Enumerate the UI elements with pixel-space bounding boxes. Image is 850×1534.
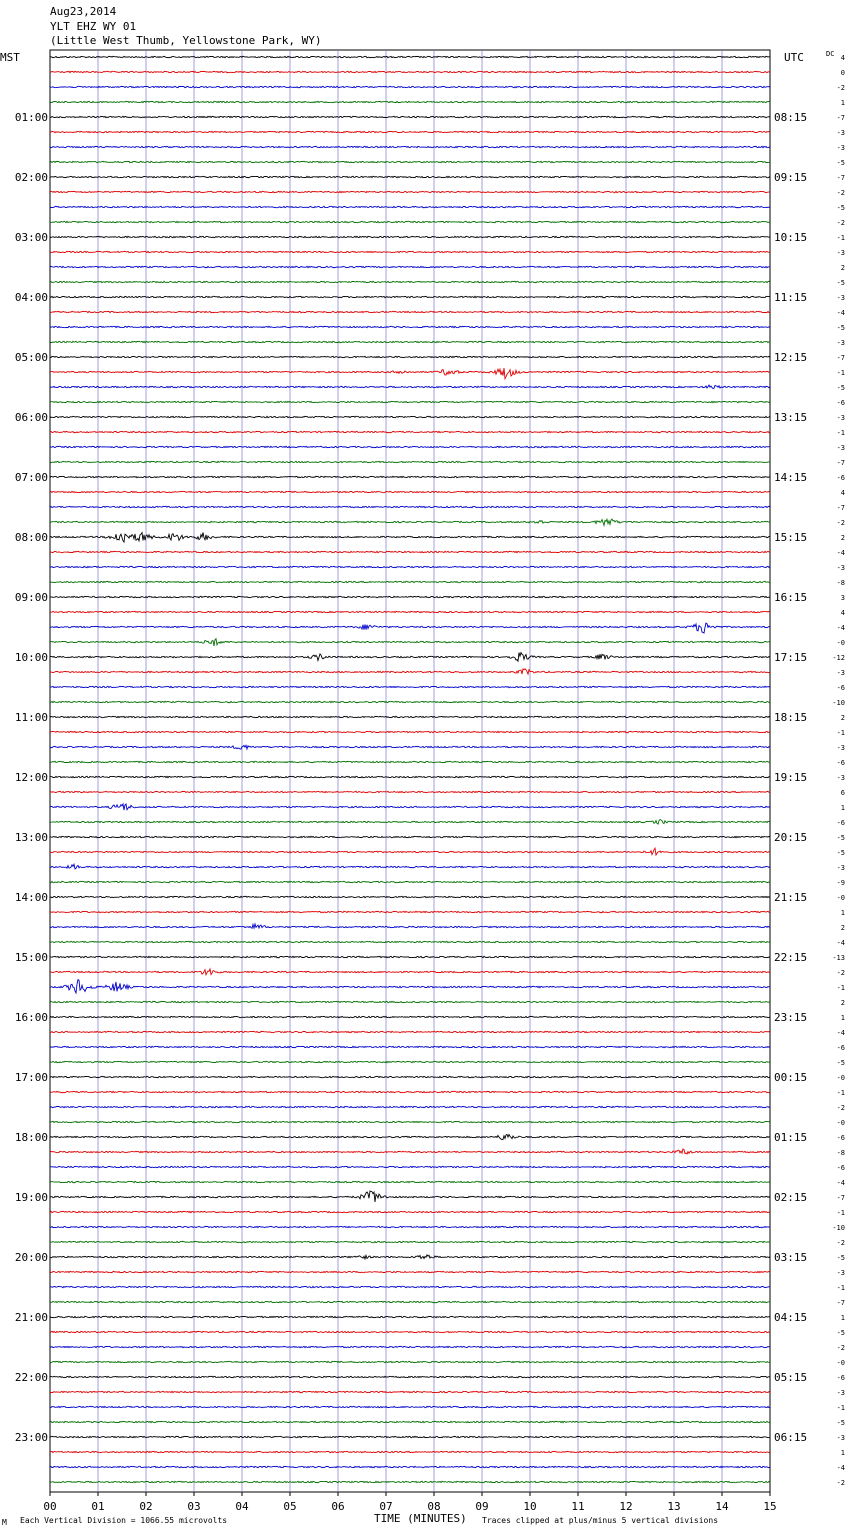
dc-offset-label: -4 <box>836 1464 845 1472</box>
trace-line <box>50 1016 770 1017</box>
trace-line <box>50 131 770 132</box>
dc-offset-label: -3 <box>836 564 845 572</box>
trace-line <box>50 146 770 147</box>
dc-offset-label: -3 <box>836 744 845 752</box>
dc-offset-label: -2 <box>836 1344 845 1352</box>
dc-offset-label: -3 <box>836 444 845 452</box>
left-hour-label: 04:00 <box>14 291 48 304</box>
trace-line <box>50 1451 770 1452</box>
trace-line <box>50 385 770 388</box>
left-hour-label: 06:00 <box>14 411 48 424</box>
trace-line <box>50 1091 770 1092</box>
right-hour-label: 22:15 <box>774 951 808 964</box>
trace-line <box>50 1406 770 1407</box>
dc-offset-label: -4 <box>836 1029 845 1037</box>
dc-offset-label: -5 <box>836 849 845 857</box>
right-hour-label: 13:15 <box>774 411 808 424</box>
dc-offset-label: -0 <box>836 1359 845 1367</box>
dc-offset-label: -8 <box>836 579 845 587</box>
trace-line <box>50 716 770 717</box>
trace-line <box>50 980 770 993</box>
right-hour-label: 10:15 <box>774 231 808 244</box>
dc-offset-label: -6 <box>836 1044 845 1052</box>
trace-line <box>50 281 770 282</box>
dc-header: DC <box>826 50 835 58</box>
trace-line <box>50 251 770 252</box>
trace-line <box>50 341 770 342</box>
dc-offset-label: -2 <box>836 1239 845 1247</box>
trace-line <box>50 1376 770 1377</box>
dc-offset-label: -1 <box>836 1404 845 1412</box>
dc-offset-label: 1 <box>840 1014 845 1022</box>
dc-offset-label: -7 <box>836 504 845 512</box>
dc-offset-label: 2 <box>840 534 845 542</box>
right-hour-label: 02:15 <box>774 1191 808 1204</box>
right-hour-label: 04:15 <box>774 1311 808 1324</box>
trace-line <box>50 491 770 492</box>
trace-line <box>50 1226 770 1227</box>
dc-offset-label: -5 <box>836 159 845 167</box>
dc-offset-label: -3 <box>836 129 845 137</box>
left-hour-label: 13:00 <box>14 831 48 844</box>
dc-offset-label: -7 <box>836 114 845 122</box>
dc-offset-label: -1 <box>836 1089 845 1097</box>
trace-line <box>50 941 770 942</box>
trace-line <box>50 969 770 975</box>
plot-frame <box>50 50 770 1492</box>
trace-line <box>50 1255 770 1259</box>
clip-note: Traces clipped at plus/minus 5 vertical divisions <box>482 1516 719 1525</box>
dc-offset-label: -1 <box>836 1284 845 1292</box>
trace-line <box>50 804 770 810</box>
right-hour-label: 11:15 <box>774 291 808 304</box>
x-tick-label: 02 <box>139 1500 153 1513</box>
trace-line <box>50 1046 770 1047</box>
right-hour-label: 16:15 <box>774 591 808 604</box>
left-hour-label: 02:00 <box>14 171 48 184</box>
left-hour-label: 15:00 <box>14 951 48 964</box>
trace-line <box>50 533 770 543</box>
left-hour-label: 07:00 <box>14 471 48 484</box>
dc-offset-label: -5 <box>836 1254 845 1262</box>
trace-line <box>50 653 770 662</box>
trace-line <box>50 461 770 462</box>
left-hour-label: 09:00 <box>14 591 48 604</box>
trace-line <box>50 236 770 237</box>
trace-line <box>50 368 770 379</box>
trace-line <box>50 1466 770 1467</box>
trace-line <box>50 1286 770 1287</box>
dc-offset-label: 1 <box>840 99 845 107</box>
trace-line <box>50 924 770 928</box>
dc-offset-label: 1 <box>840 909 845 917</box>
x-tick-label: 04 <box>235 1500 249 1513</box>
dc-offset-label: -6 <box>836 1164 845 1172</box>
dc-offset-label: -6 <box>836 1374 845 1382</box>
right-hour-label: 19:15 <box>774 771 808 784</box>
dc-offset-label: -7 <box>836 174 845 182</box>
trace-line <box>50 446 770 447</box>
right-hour-label: 18:15 <box>774 711 808 724</box>
left-hour-label: 03:00 <box>14 231 48 244</box>
trace-line <box>50 476 770 477</box>
trace-line <box>50 1481 770 1482</box>
trace-line <box>50 896 770 897</box>
dc-offset-label: -3 <box>836 1434 845 1442</box>
trace-line <box>50 1346 770 1347</box>
dc-offset-label: 4 <box>840 54 845 62</box>
trace-line <box>50 611 770 612</box>
dc-offset-label: -4 <box>836 309 845 317</box>
right-hour-label: 12:15 <box>774 351 808 364</box>
trace-line <box>50 745 770 749</box>
left-hour-label: 11:00 <box>14 711 48 724</box>
dc-offset-label: -0 <box>836 639 845 647</box>
left-hour-label: 08:00 <box>14 531 48 544</box>
trace-line <box>50 1135 770 1140</box>
dc-offset-label: -3 <box>836 1389 845 1397</box>
dc-offset-labels <box>832 54 845 1487</box>
dc-offset-label: -3 <box>836 774 845 782</box>
left-hour-label: 18:00 <box>14 1131 48 1144</box>
dc-offset-label: -5 <box>836 384 845 392</box>
x-tick-label: 12 <box>619 1500 633 1513</box>
right-hour-label: 09:15 <box>774 171 808 184</box>
dc-offset-label: -6 <box>836 1134 845 1142</box>
dc-offset-label: -5 <box>836 279 845 287</box>
trace-line <box>50 864 770 869</box>
dc-offset-label: 1 <box>840 804 845 812</box>
right-hour-label: 03:15 <box>774 1251 808 1264</box>
dc-offset-label: -8 <box>836 1149 845 1157</box>
right-hour-label: 06:15 <box>774 1431 808 1444</box>
trace-line <box>50 761 770 762</box>
left-hour-label: 22:00 <box>14 1371 48 1384</box>
trace-line <box>50 881 770 882</box>
trace-line <box>50 731 770 732</box>
trace-line <box>50 623 770 633</box>
left-hour-label: 16:00 <box>14 1011 48 1024</box>
dc-offset-label: -5 <box>836 204 845 212</box>
trace-line <box>50 551 770 552</box>
x-tick-label: 14 <box>715 1500 729 1513</box>
trace-line <box>50 1106 770 1107</box>
left-hour-label: 21:00 <box>14 1311 48 1324</box>
dc-offset-label: -2 <box>836 1104 845 1112</box>
corner-mark: M <box>2 1518 7 1527</box>
trace-line <box>50 639 770 646</box>
right-hour-label: 01:15 <box>774 1131 808 1144</box>
dc-offset-label: 2 <box>840 924 845 932</box>
left-hour-label: 05:00 <box>14 351 48 364</box>
trace-line <box>50 566 770 567</box>
trace-line <box>50 71 770 72</box>
left-timezone-label: MST <box>0 51 20 64</box>
dc-offset-label: -10 <box>832 1224 845 1232</box>
trace-line <box>50 506 770 507</box>
x-tick-label: 11 <box>571 1500 585 1513</box>
trace-line <box>50 686 770 687</box>
x-tick-label: 10 <box>523 1500 537 1513</box>
station-location: (Little West Thumb, Yellowstone Park, WY) <box>50 34 322 47</box>
dc-offset-label: 1 <box>840 1449 845 1457</box>
trace-line <box>50 1121 770 1122</box>
dc-offset-label: -0 <box>836 1074 845 1082</box>
trace-line <box>50 1061 770 1062</box>
right-hour-label: 23:15 <box>774 1011 808 1024</box>
dc-offset-label: -3 <box>836 144 845 152</box>
dc-offset-label: -6 <box>836 474 845 482</box>
trace-line <box>50 1031 770 1032</box>
dc-offset-label: -1 <box>836 984 845 992</box>
right-timezone-label: UTC <box>784 51 804 64</box>
trace-line <box>50 701 770 702</box>
trace-line <box>50 1316 770 1317</box>
dc-offset-label: 3 <box>840 594 845 602</box>
dc-offset-label: 0 <box>840 69 845 77</box>
dc-offset-label: -3 <box>836 1269 845 1277</box>
left-hour-label: 19:00 <box>14 1191 48 1204</box>
left-hour-label: 01:00 <box>14 111 48 124</box>
trace-line <box>50 1181 770 1182</box>
dc-offset-label: -3 <box>836 414 845 422</box>
trace-line <box>50 266 770 267</box>
trace-line <box>50 176 770 177</box>
trace-line <box>50 848 770 855</box>
trace-line <box>50 326 770 327</box>
trace-group <box>50 56 770 1482</box>
dc-offset-label: -2 <box>836 219 845 227</box>
dc-offset-label: 2 <box>840 714 845 722</box>
dc-offset-label: 2 <box>840 999 845 1007</box>
right-hour-label: 21:15 <box>774 891 808 904</box>
x-tick-label: 08 <box>427 1500 441 1513</box>
dc-offset-label: -4 <box>836 549 845 557</box>
dc-offset-label: -7 <box>836 1299 845 1307</box>
dc-offset-label: -1 <box>836 369 845 377</box>
x-tick-labels <box>43 1492 776 1513</box>
dc-offset-label: -2 <box>836 84 845 92</box>
x-tick-label: 09 <box>475 1500 489 1513</box>
minute-gridlines <box>50 50 770 1492</box>
dc-offset-label: -2 <box>836 189 845 197</box>
left-hour-label: 20:00 <box>14 1251 48 1264</box>
dc-offset-label: -1 <box>836 234 845 242</box>
dc-offset-label: -9 <box>836 879 845 887</box>
dc-offset-label: -1 <box>836 1209 845 1217</box>
dc-offset-label: -5 <box>836 1059 845 1067</box>
trace-line <box>50 311 770 312</box>
trace-line <box>50 519 770 525</box>
dc-offset-label: -3 <box>836 669 845 677</box>
dc-offset-label: -5 <box>836 1419 845 1427</box>
station-code: YLT EHZ WY 01 <box>50 20 137 33</box>
x-tick-label: 05 <box>283 1500 297 1513</box>
trace-line <box>50 86 770 87</box>
dc-offset-label: -3 <box>836 249 845 257</box>
trace-line <box>50 1241 770 1242</box>
x-tick-label: 15 <box>763 1500 777 1513</box>
trace-line <box>50 1301 770 1302</box>
right-hour-label: 17:15 <box>774 651 808 664</box>
x-tick-label: 01 <box>91 1500 105 1513</box>
trace-line <box>50 776 770 777</box>
trace-line <box>50 581 770 582</box>
dc-offset-label: -2 <box>836 1479 845 1487</box>
dc-offset-label: -6 <box>836 399 845 407</box>
trace-line <box>50 1391 770 1392</box>
left-hour-label: 14:00 <box>14 891 48 904</box>
trace-line <box>50 1421 770 1422</box>
trace-line <box>50 191 770 192</box>
dc-offset-label: -1 <box>836 729 845 737</box>
trace-line <box>50 1076 770 1077</box>
x-axis-label: TIME (MINUTES) <box>374 1512 467 1525</box>
trace-line <box>50 356 770 357</box>
trace-line <box>50 1361 770 1362</box>
x-tick-label: 06 <box>331 1500 345 1513</box>
dc-offset-label: -6 <box>836 684 845 692</box>
x-tick-label: 13 <box>667 1500 681 1513</box>
trace-line <box>50 206 770 207</box>
left-hour-label: 17:00 <box>14 1071 48 1084</box>
trace-line <box>50 116 770 117</box>
trace-line <box>50 836 770 837</box>
dc-offset-label: -0 <box>836 1119 845 1127</box>
dc-offset-label: -3 <box>836 294 845 302</box>
dc-offset-label: -5 <box>836 324 845 332</box>
trace-line <box>50 161 770 162</box>
dc-offset-label: -4 <box>836 624 845 632</box>
trace-line <box>50 669 770 674</box>
trace-line <box>50 1436 770 1437</box>
dc-offset-label: -7 <box>836 1194 845 1202</box>
trace-line <box>50 431 770 432</box>
trace-line <box>50 1149 770 1154</box>
x-tick-label: 00 <box>43 1500 57 1513</box>
trace-line <box>50 956 770 957</box>
trace-line <box>50 820 770 825</box>
dc-offset-label: -1 <box>836 429 845 437</box>
right-hour-label: 00:15 <box>774 1071 808 1084</box>
dc-offset-label: -5 <box>836 834 845 842</box>
scale-note: Each Vertical Division = 1066.55 microvolts <box>20 1516 228 1525</box>
trace-line <box>50 401 770 402</box>
dc-offset-label: -7 <box>836 459 845 467</box>
dc-offset-label: -2 <box>836 519 845 527</box>
right-hour-label: 08:15 <box>774 111 808 124</box>
dc-offset-label: 2 <box>840 264 845 272</box>
dc-offset-label: 4 <box>840 609 845 617</box>
left-hour-label: 10:00 <box>14 651 48 664</box>
trace-line <box>50 56 770 57</box>
x-tick-label: 07 <box>379 1500 393 1513</box>
dc-offset-label: -7 <box>836 354 845 362</box>
dc-offset-label: 1 <box>840 1314 845 1322</box>
dc-offset-label: 4 <box>840 489 845 497</box>
dc-offset-label: -2 <box>836 969 845 977</box>
trace-line <box>50 911 770 912</box>
right-hour-label: 05:15 <box>774 1371 808 1384</box>
dc-offset-label: -13 <box>832 954 845 962</box>
trace-line <box>50 221 770 222</box>
dc-offset-label: -0 <box>836 894 845 902</box>
plot-date: Aug23,2014 <box>50 5 117 18</box>
dc-offset-label: -12 <box>832 654 845 662</box>
dc-offset-label: 6 <box>840 789 845 797</box>
right-hour-label: 15:15 <box>774 531 808 544</box>
left-hour-label: 12:00 <box>14 771 48 784</box>
trace-line <box>50 791 770 792</box>
dc-offset-label: -3 <box>836 864 845 872</box>
trace-line <box>50 1166 770 1167</box>
dc-offset-label: -4 <box>836 939 845 947</box>
dc-offset-label: -6 <box>836 759 845 767</box>
dc-offset-label: -5 <box>836 1329 845 1337</box>
dc-offset-label: -10 <box>832 699 845 707</box>
trace-line <box>50 1211 770 1212</box>
dc-offset-label: -4 <box>836 1179 845 1187</box>
trace-line <box>50 1271 770 1272</box>
right-hour-label: 20:15 <box>774 831 808 844</box>
trace-line <box>50 416 770 417</box>
dc-offset-label: -3 <box>836 339 845 347</box>
trace-line <box>50 296 770 297</box>
dc-offset-label: -6 <box>836 819 845 827</box>
trace-line <box>50 1001 770 1002</box>
trace-line <box>50 1331 770 1332</box>
trace-line <box>50 101 770 102</box>
right-hour-label: 14:15 <box>774 471 808 484</box>
left-hour-label: 23:00 <box>14 1431 48 1444</box>
x-tick-label: 03 <box>187 1500 201 1513</box>
trace-line <box>50 1191 770 1202</box>
trace-line <box>50 596 770 597</box>
